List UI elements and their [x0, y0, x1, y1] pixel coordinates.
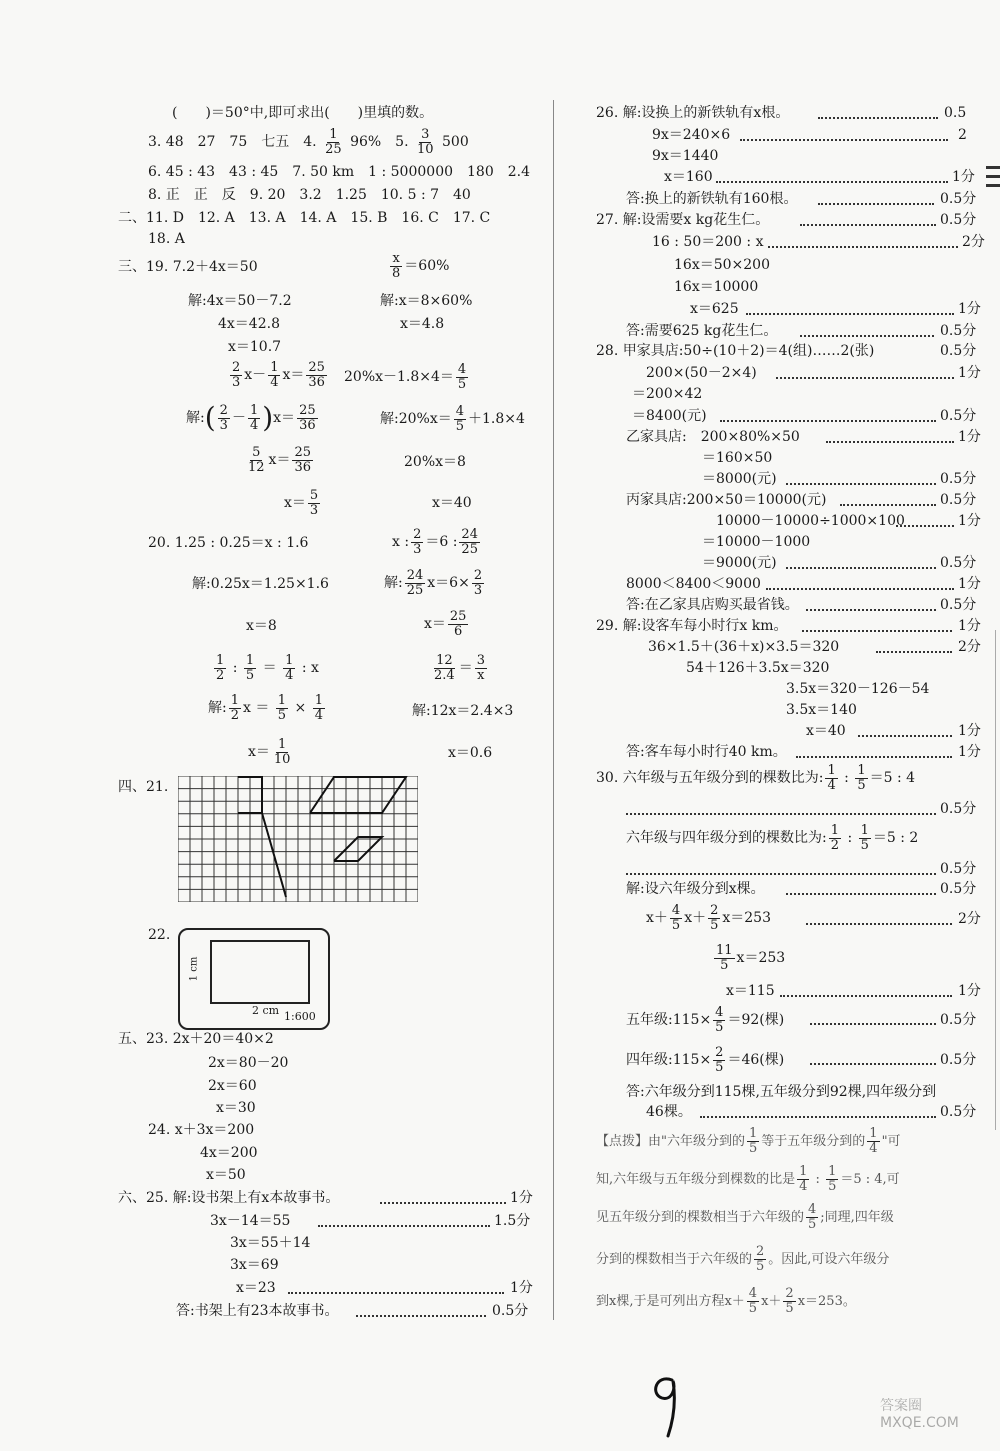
- dot-leader: [858, 735, 952, 737]
- q19b-step2: x＝4.8: [400, 316, 445, 332]
- q19d: 20%x－1.8×4＝ $\frac{4}{5}$: [344, 361, 467, 392]
- score: 1分: [958, 723, 981, 739]
- score: 0.5分: [940, 191, 977, 207]
- q28-step8: 10000－10000÷1000×100: [716, 513, 905, 529]
- dot-leader: [826, 441, 954, 443]
- q28-step1: 200×(50－2×4): [646, 365, 757, 381]
- tip-line-3: 见五年级分到的棵数相当于六年级的 $\frac{4}{5}$ ;同理,四年级: [596, 1202, 894, 1232]
- score: 2分: [958, 911, 981, 927]
- q19a: 三、19. 7.2＋4x＝50: [118, 259, 258, 275]
- answer-line-3: 3. 48 27 75 七五 4. $\frac{1}{25}$ 96% 5. $\frac{3}{10}$ 500: [148, 127, 469, 157]
- q23-step3: x＝30: [216, 1100, 256, 1116]
- q23-step2: 2x＝60: [208, 1078, 257, 1094]
- q30-equation: x＋ $\frac{4}{5}$ x＋ $\frac{2}{5}$ x＝253: [646, 902, 771, 933]
- q30-answer-cont: 46棵。: [646, 1104, 692, 1120]
- tip-line-5: 到x棵,于是可列出方程x＋ $\frac{4}{5}$ x＋ $\frac{2}{5}$ x＝253。: [596, 1286, 856, 1316]
- score: 1分: [510, 1190, 533, 1206]
- dot-leader: [810, 1023, 936, 1025]
- score: 0.5分: [940, 801, 977, 817]
- score: 1分: [958, 576, 981, 592]
- q19c-step2: $\frac{5}{12}$ x＝ $\frac{25}{36}$: [248, 444, 311, 475]
- q22-scale: 1:600: [284, 1010, 316, 1023]
- page-number: [646, 1370, 686, 1440]
- dot-leader: [768, 246, 958, 248]
- q27-step3: 16x＝10000: [674, 279, 759, 295]
- dot-leader: [876, 651, 952, 653]
- q28-step3: ＝8400(元): [632, 408, 707, 424]
- q24-step2: x＝50: [206, 1167, 246, 1183]
- edge-line: [995, 630, 996, 1130]
- dot-leader: [786, 567, 936, 569]
- q28-step7: 丙家具店:200×50＝10000(元): [626, 492, 827, 508]
- q23-step1: 2x＝80－20: [208, 1055, 289, 1071]
- dot-leader: [720, 420, 936, 422]
- q25-step1: 3x－14＝55: [210, 1213, 291, 1229]
- q29: 29. 解:设客车每小时行x km。: [596, 618, 788, 634]
- dot-leader: [626, 813, 936, 815]
- dot-leader: [800, 335, 934, 337]
- dot-leader: [780, 995, 952, 997]
- watermark: 答案圈 MXQE.COM: [880, 1398, 959, 1431]
- q19b-step1: 解:x＝8×60%: [380, 293, 473, 309]
- q21-label: 四、21.: [118, 779, 169, 795]
- tip-line-2: 知,六年级与五年级分到棵数的比是 $\frac{1}{4}$ : $\frac{1}{5}$ ＝5 : 4,可: [596, 1164, 900, 1194]
- q19d-step2: 20%x＝8: [404, 454, 466, 470]
- q24-step1: 4x＝200: [200, 1145, 258, 1161]
- q22-label: 22.: [148, 927, 171, 943]
- dot-leader: [380, 1202, 506, 1204]
- q30: 30. 六年级与五年级分到的棵数比为: $\frac{1}{4}$ : $\frac{1}{5}$ ＝5 : 4: [596, 762, 916, 793]
- q20d-step2: x＝0.6: [448, 745, 493, 761]
- dot-leader: [796, 756, 952, 758]
- score: 0.5分: [940, 1012, 977, 1028]
- q30-grade4: 四年级:115× $\frac{2}{5}$ ＝46(棵): [626, 1044, 785, 1075]
- dot-leader: [806, 923, 952, 925]
- q26: 26. 解:设换上的新铁轨有x根。: [596, 105, 790, 121]
- q20a-step1: 解:0.25x＝1.25×1.6: [192, 576, 329, 592]
- dot-leader: [776, 377, 954, 379]
- q27: 27. 解:设需要x kg花生仁。: [596, 212, 770, 228]
- q19c-step1: 解:( $\frac{2}{3}$ － $\frac{1}{4}$ )x＝ $\frac{25}{36}$: [186, 401, 316, 434]
- score: 0.5分: [940, 323, 977, 339]
- q20b-step2: x＝ $\frac{25}{6}$: [424, 608, 467, 639]
- q22-rectangle: [210, 940, 310, 1004]
- q27-answer: 答:需要625 kg花生仁。: [626, 323, 778, 339]
- q28-answer: 答:在乙家具店购买最省钱。: [626, 597, 799, 613]
- score: 1分: [952, 169, 975, 185]
- q25-step2: 3x＝55＋14: [230, 1235, 311, 1251]
- score: 0.5分: [940, 1052, 977, 1068]
- section-2-answers-cont: 18. A: [148, 231, 185, 247]
- dot-leader: [786, 483, 936, 485]
- q29-answer: 答:客车每小时行40 km。: [626, 744, 787, 760]
- q28-step6: ＝8000(元): [702, 471, 777, 487]
- q25: 六、25. 解:设书架上有x本故事书。: [118, 1190, 340, 1206]
- q20a: 20. 1.25 : 0.25＝x : 1.6: [148, 535, 309, 551]
- q20c-step2: x＝ $\frac{1}{10}$: [248, 736, 291, 767]
- q19d-step1: 解:20%x＝ $\frac{4}{5}$ ＋1.8×4: [380, 403, 525, 434]
- score: 1分: [510, 1280, 533, 1296]
- score: 1分: [958, 618, 981, 634]
- q25-answer: 答:书架上有23本故事书。: [176, 1303, 339, 1319]
- handwritten-nine: [646, 1370, 686, 1440]
- q30-step2: $\frac{11}{5}$ x＝253: [716, 942, 786, 973]
- q26-answer: 答:换上的新铁轨有160根。: [626, 191, 798, 207]
- answer-line-6: 6. 45 : 43 43 : 45 7. 50 km 1 : 5000000 180 2.4: [148, 164, 530, 180]
- dot-leader: [786, 893, 936, 895]
- q23: 五、23. 2x＋20＝40×2: [118, 1031, 274, 1047]
- q28-step2: ＝200×42: [632, 386, 703, 402]
- edge-tabs: [986, 166, 1000, 193]
- dot-leader: [288, 1292, 504, 1294]
- q28-step10: ＝9000(元): [702, 555, 777, 571]
- dot-leader: [896, 525, 954, 527]
- q27-step4: x＝625: [690, 301, 739, 317]
- score: 1分: [958, 513, 981, 529]
- q28: 28. 甲家具店:50÷(10＋2)＝4(组)……2(张): [596, 343, 875, 359]
- score: 0.5分: [492, 1303, 529, 1319]
- q27-step2: 16x＝50×200: [674, 257, 770, 273]
- dot-leader: [700, 1116, 936, 1118]
- dot-leader: [800, 224, 936, 226]
- q29-step5: x＝40: [806, 723, 846, 739]
- dot-leader: [740, 139, 948, 141]
- dot-leader: [746, 313, 954, 315]
- score: 1分: [958, 365, 981, 381]
- score: 1分: [958, 983, 981, 999]
- dot-leader: [318, 1225, 490, 1227]
- q19a-step3: x＝10.7: [228, 339, 282, 355]
- q29-step1: 36×1.5＋(36＋x)×3.5＝320: [648, 639, 840, 655]
- dot-leader: [810, 1063, 936, 1065]
- score: 1.5分: [494, 1213, 531, 1229]
- q22-width-label: 2 cm: [252, 1004, 280, 1017]
- q30-step1: 解:设六年级分到x棵。: [626, 881, 765, 897]
- q22-height-label: 1 cm: [188, 956, 200, 982]
- text-line: ( )＝50°中,即可求出( )里填的数。: [172, 105, 434, 121]
- q20a-step2: x＝8: [246, 618, 277, 634]
- q28-step9: ＝10000－1000: [702, 534, 811, 550]
- q28-step11: 8000＜8400＜9000: [626, 576, 761, 592]
- score: 0.5分: [940, 555, 977, 571]
- q26-step1: 9x＝240×6: [652, 127, 731, 143]
- q24: 24. x＋3x＝200: [148, 1122, 255, 1138]
- q30-step3: x＝115: [726, 983, 775, 999]
- score: 0.5分: [940, 343, 977, 359]
- q19c: $\frac{2}{3}$ x－ $\frac{1}{4}$ x＝ $\frac{25}{36}$: [232, 359, 325, 390]
- q22-scale-drawing: [178, 928, 330, 1030]
- q27-step1: 16 : 50＝200 : x: [652, 234, 764, 250]
- score: 0.5分: [940, 408, 977, 424]
- q19b: $\frac{x}{8}$ ＝60%: [392, 251, 450, 281]
- score: 0.5分: [940, 471, 977, 487]
- q25-step3: 3x＝69: [230, 1257, 279, 1273]
- dot-leader: [626, 873, 936, 875]
- dot-leader: [716, 181, 948, 183]
- score: 1分: [958, 301, 981, 317]
- q29-step3: 3.5x＝320－126－54: [786, 681, 930, 697]
- score: 0.5分: [940, 861, 977, 877]
- q21-grid-figure: [178, 776, 418, 902]
- score: 0.5分: [940, 1104, 977, 1120]
- q30-answer: 答:六年级分到115棵,五年级分到92棵,四年级分到: [626, 1084, 937, 1100]
- q25-step4: x＝23: [236, 1280, 276, 1296]
- score: 0.5分: [940, 881, 977, 897]
- score: 0.5分: [940, 492, 977, 508]
- section-2-answers: 二、11. D 12. A 13. A 14. A 15. B 16. C 17. C: [118, 210, 491, 226]
- q19a-step2: 4x＝42.8: [218, 316, 280, 332]
- score: 1分: [958, 744, 981, 760]
- q19d-step3: x＝40: [432, 495, 472, 511]
- q26-step3: x＝160: [664, 169, 713, 185]
- q29-step4: 3.5x＝140: [786, 702, 857, 718]
- q20b-step1: 解: $\frac{24}{25}$ x＝6× $\frac{2}{3}$: [384, 567, 483, 598]
- q20c-step1: 解: $\frac{1}{2}$ x ＝ $\frac{1}{5}$ × $\frac{1}{4}$: [208, 692, 323, 723]
- q28-step4: 乙家具店: 200×80%×50: [626, 429, 800, 445]
- score: 2分: [958, 639, 981, 655]
- tip-line-1: 【点拨】由"六年级分到的 $\frac{1}{5}$ 等于五年级分到的 $\frac{1}{4}$ "可: [596, 1126, 901, 1156]
- dot-leader: [840, 504, 936, 506]
- q19c-step3: x＝ $\frac{5}{3}$: [284, 487, 319, 518]
- tip-line-4: 分到的棵数相当于六年级的 $\frac{2}{5}$ 。因此,可设六年级分: [596, 1244, 890, 1274]
- q30-ratio2: 六年级与四年级分到的棵数比为: $\frac{1}{2}$ : $\frac{1}{5}$ ＝5 : 2: [626, 822, 919, 853]
- dot-leader: [818, 203, 934, 205]
- dot-leader: [806, 609, 936, 611]
- score: 0.5分: [940, 597, 977, 613]
- score: 2: [958, 127, 967, 143]
- dot-leader: [766, 588, 954, 590]
- score: 1分: [958, 429, 981, 445]
- answer-line-8: 8. 正 正 反 9. 20 3.2 1.25 10. 5 : 7 40: [148, 187, 471, 203]
- q20c: $\frac{1}{2}$ : $\frac{1}{5}$ ＝ $\frac{1}{4}$ : x: [216, 652, 319, 683]
- q29-step2: 54＋126＋3.5x＝320: [686, 660, 830, 676]
- dot-leader: [802, 630, 952, 632]
- q30-grade5: 五年级:115× $\frac{4}{5}$ ＝92(棵): [626, 1004, 785, 1035]
- score: 0.5分: [940, 212, 977, 228]
- q20d: $\frac{12}{2.4}$ ＝ $\frac{3}{x}$: [434, 652, 485, 683]
- q20d-step1: 解:12x＝2.4×3: [412, 703, 514, 719]
- q26-step2: 9x＝1440: [652, 148, 719, 164]
- score: 0.5: [944, 105, 967, 121]
- q19a-step1: 解:4x＝50－7.2: [188, 293, 292, 309]
- q20b: x : $\frac{2}{3}$ ＝6 : $\frac{24}{25}$: [392, 526, 478, 557]
- dot-leader: [818, 117, 938, 119]
- dot-leader: [356, 1315, 486, 1317]
- score: 2分: [962, 234, 985, 250]
- q28-step5: ＝160×50: [702, 450, 773, 466]
- column-divider: [553, 100, 554, 1320]
